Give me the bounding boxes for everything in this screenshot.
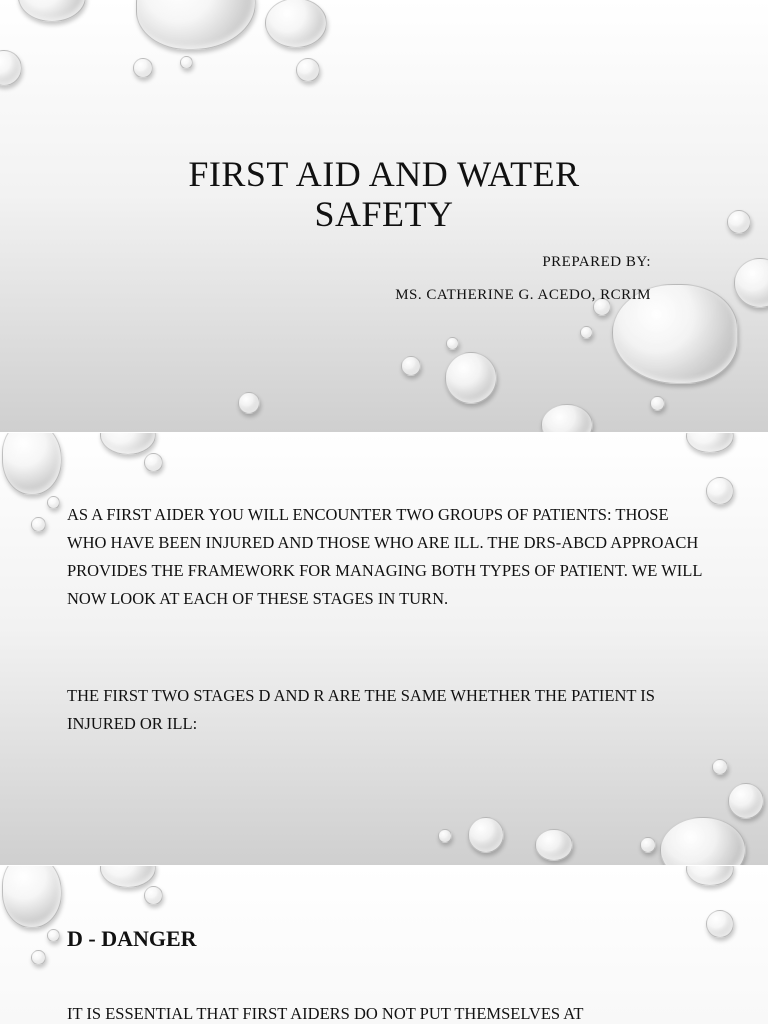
water-drop-decoration <box>686 866 734 886</box>
water-drop-decoration <box>660 817 746 865</box>
stages-paragraph: THE FIRST TWO STAGES D AND R ARE THE SAME WHETHER THE PATIENT IS INJURED OR ILL: <box>67 686 655 733</box>
water-drop-decoration <box>650 396 665 411</box>
danger-paragraph: IT IS ESSENTIAL THAT FIRST AIDERS DO NOT PUT THEMSELVES AT <box>67 1004 584 1023</box>
water-drop-decoration <box>265 0 327 48</box>
water-drop-decoration <box>133 58 153 78</box>
water-drop-decoration <box>136 0 256 50</box>
water-drop-decoration <box>100 433 156 455</box>
danger-heading: D - DANGER <box>67 926 197 951</box>
water-drop-decoration <box>535 829 573 861</box>
water-drop-decoration <box>31 517 46 532</box>
water-drop-decoration <box>580 326 593 339</box>
water-drop-decoration <box>728 783 764 819</box>
intro-paragraph: AS A FIRST AIDER YOU WILL ENCOUNTER TWO GROUPS OF PATIENTS: THOSE WHO HAVE BEEN INJURED AND THOSE WHO ARE ILL. THE DRS-ABCD APPROACH PROVIDES THE FRAMEWORK FOR MANAGING BOTH TYPES OF PATIENT. WE WILL NOW LOOK AT EACH OF THESE STAGES IN TURN. <box>67 505 702 608</box>
water-drop-decoration <box>144 886 163 905</box>
water-drop-decoration <box>734 258 768 308</box>
presentation-title <box>0 154 768 234</box>
water-drop-decoration <box>31 950 46 965</box>
water-drop-decoration <box>238 392 260 414</box>
water-drop-decoration <box>706 910 734 938</box>
slide-danger <box>0 866 768 1024</box>
title-line-2: SAFETY <box>314 194 454 234</box>
water-drop-decoration <box>100 866 156 888</box>
water-drop-decoration <box>18 0 86 22</box>
water-drop-decoration <box>468 817 504 853</box>
water-drop-decoration <box>0 50 22 86</box>
water-drop-decoration <box>541 404 593 432</box>
water-drop-decoration <box>640 837 656 853</box>
water-drop-decoration <box>296 58 320 82</box>
water-drop-decoration <box>445 352 497 404</box>
water-drop-decoration <box>712 759 728 775</box>
water-drop-decoration <box>446 337 459 350</box>
water-drop-decoration <box>706 477 734 505</box>
water-drop-decoration <box>47 929 60 942</box>
slide-title <box>0 0 768 432</box>
water-drop-decoration <box>2 866 62 928</box>
author-name: MS. CATHERINE G. ACEDO, RCRIM <box>395 287 651 303</box>
water-drop-decoration <box>401 356 421 376</box>
prepared-by-label: PREPARED BY: <box>542 254 651 270</box>
title-line-1: FIRST AID AND WATER <box>188 154 580 194</box>
water-drop-decoration <box>180 56 193 69</box>
water-drop-decoration <box>47 496 60 509</box>
slide-intro <box>0 433 768 865</box>
water-drop-decoration <box>438 829 452 843</box>
water-drop-decoration <box>2 433 62 495</box>
water-drop-decoration <box>686 433 734 453</box>
water-drop-decoration <box>144 453 163 472</box>
